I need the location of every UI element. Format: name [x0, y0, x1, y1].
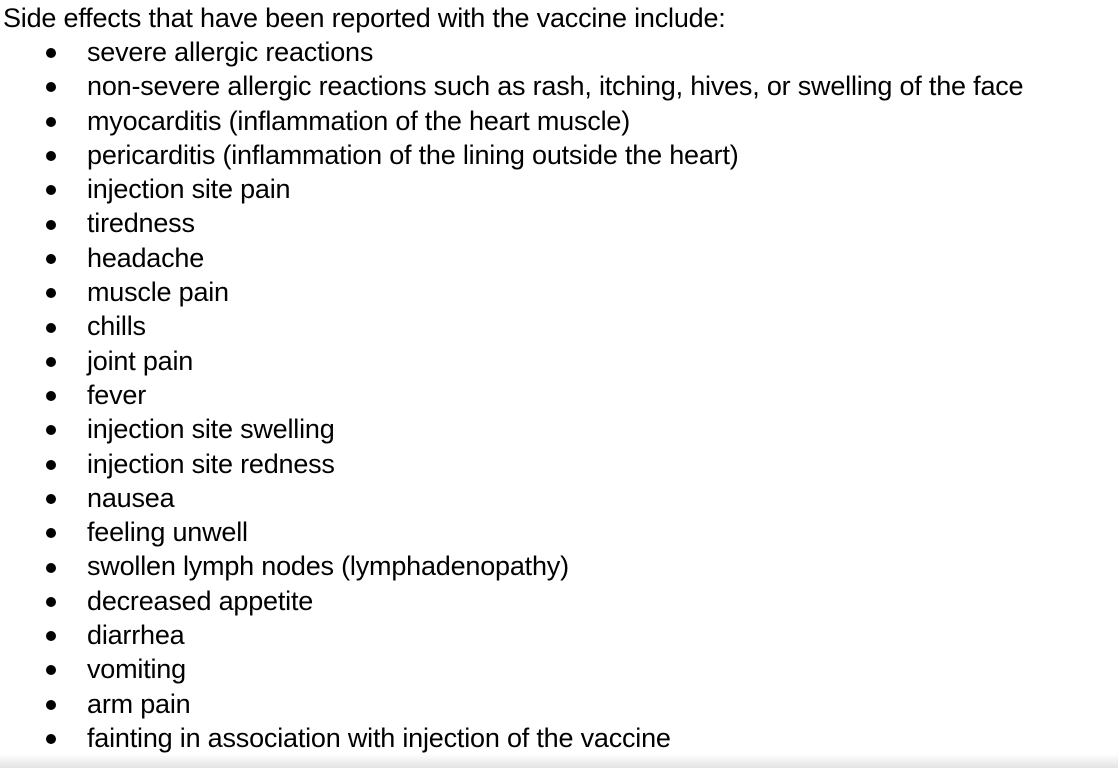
list-item	[3, 515, 1113, 549]
list-item	[3, 721, 1113, 755]
list-item-text: joint pain	[87, 345, 194, 376]
bullet-icon	[46, 185, 56, 195]
bullet-icon	[46, 220, 56, 230]
list-item	[3, 344, 1113, 378]
list-item-text: non-severe allergic reactions such as rash, itching, hives, or swelling of the face	[87, 71, 1024, 102]
bullet-icon	[46, 734, 56, 744]
list-item-text: fever	[87, 379, 147, 410]
list-item-text: injection site redness	[87, 448, 335, 479]
bottom-edge-shadow	[0, 754, 1118, 768]
list-item	[3, 309, 1113, 343]
list-item-text: feeling unwell	[87, 517, 248, 548]
list-item	[3, 69, 1113, 103]
list-item-text: headache	[87, 242, 205, 273]
list-item	[3, 138, 1113, 172]
list-item-text: injection site pain	[87, 174, 291, 205]
list-item	[3, 35, 1113, 69]
list-item	[3, 584, 1113, 618]
list-item	[3, 241, 1113, 275]
list-item	[3, 104, 1113, 138]
bullet-icon	[46, 288, 56, 298]
document-body	[3, 1, 1113, 755]
bullet-icon	[46, 357, 56, 367]
intro-text: Side effects that have been reported with the vaccine include:	[3, 3, 726, 33]
bullet-icon	[46, 323, 56, 333]
list-item-text: tiredness	[87, 208, 195, 239]
list-item	[3, 687, 1113, 721]
bullet-icon	[46, 254, 56, 264]
list-item-text: swollen lymph nodes (lymphadenopathy)	[87, 551, 569, 582]
list-item-text: decreased appetite	[87, 585, 314, 616]
list-item-text: chills	[87, 311, 146, 342]
list-item	[3, 275, 1113, 309]
side-effects-list	[3, 35, 1113, 755]
list-item	[3, 172, 1113, 206]
list-item	[3, 652, 1113, 686]
list-item-text: diarrhea	[87, 620, 185, 651]
list-item-text: fainting in association with injection of the vaccine	[87, 722, 671, 753]
list-item-text: injection site swelling	[87, 414, 335, 445]
list-item-text: pericarditis (inflammation of the lining outside the heart)	[87, 139, 739, 170]
bullet-icon	[46, 391, 56, 401]
list-item	[3, 481, 1113, 515]
bullet-icon	[46, 460, 56, 470]
bullet-icon	[46, 631, 56, 641]
bullet-icon	[46, 82, 56, 92]
list-item-text: myocarditis (inflammation of the heart muscle)	[87, 105, 630, 136]
bullet-icon	[46, 665, 56, 675]
list-item-text: vomiting	[87, 654, 186, 685]
list-item	[3, 549, 1113, 583]
list-item-text: nausea	[87, 482, 175, 513]
bullet-icon	[46, 494, 56, 504]
bullet-icon	[46, 528, 56, 538]
list-item	[3, 412, 1113, 446]
bullet-icon	[46, 48, 56, 58]
bullet-icon	[46, 563, 56, 573]
bullet-icon	[46, 151, 56, 161]
list-item	[3, 447, 1113, 481]
bullet-icon	[46, 117, 56, 127]
list-item-text: severe allergic reactions	[87, 37, 374, 67]
list-item-text: arm pain	[87, 688, 191, 719]
bullet-icon	[46, 597, 56, 607]
bullet-icon	[46, 425, 56, 435]
list-item	[3, 618, 1113, 652]
list-item	[3, 378, 1113, 412]
list-item-text: muscle pain	[87, 277, 229, 308]
bullet-icon	[46, 700, 56, 710]
list-item	[3, 206, 1113, 240]
